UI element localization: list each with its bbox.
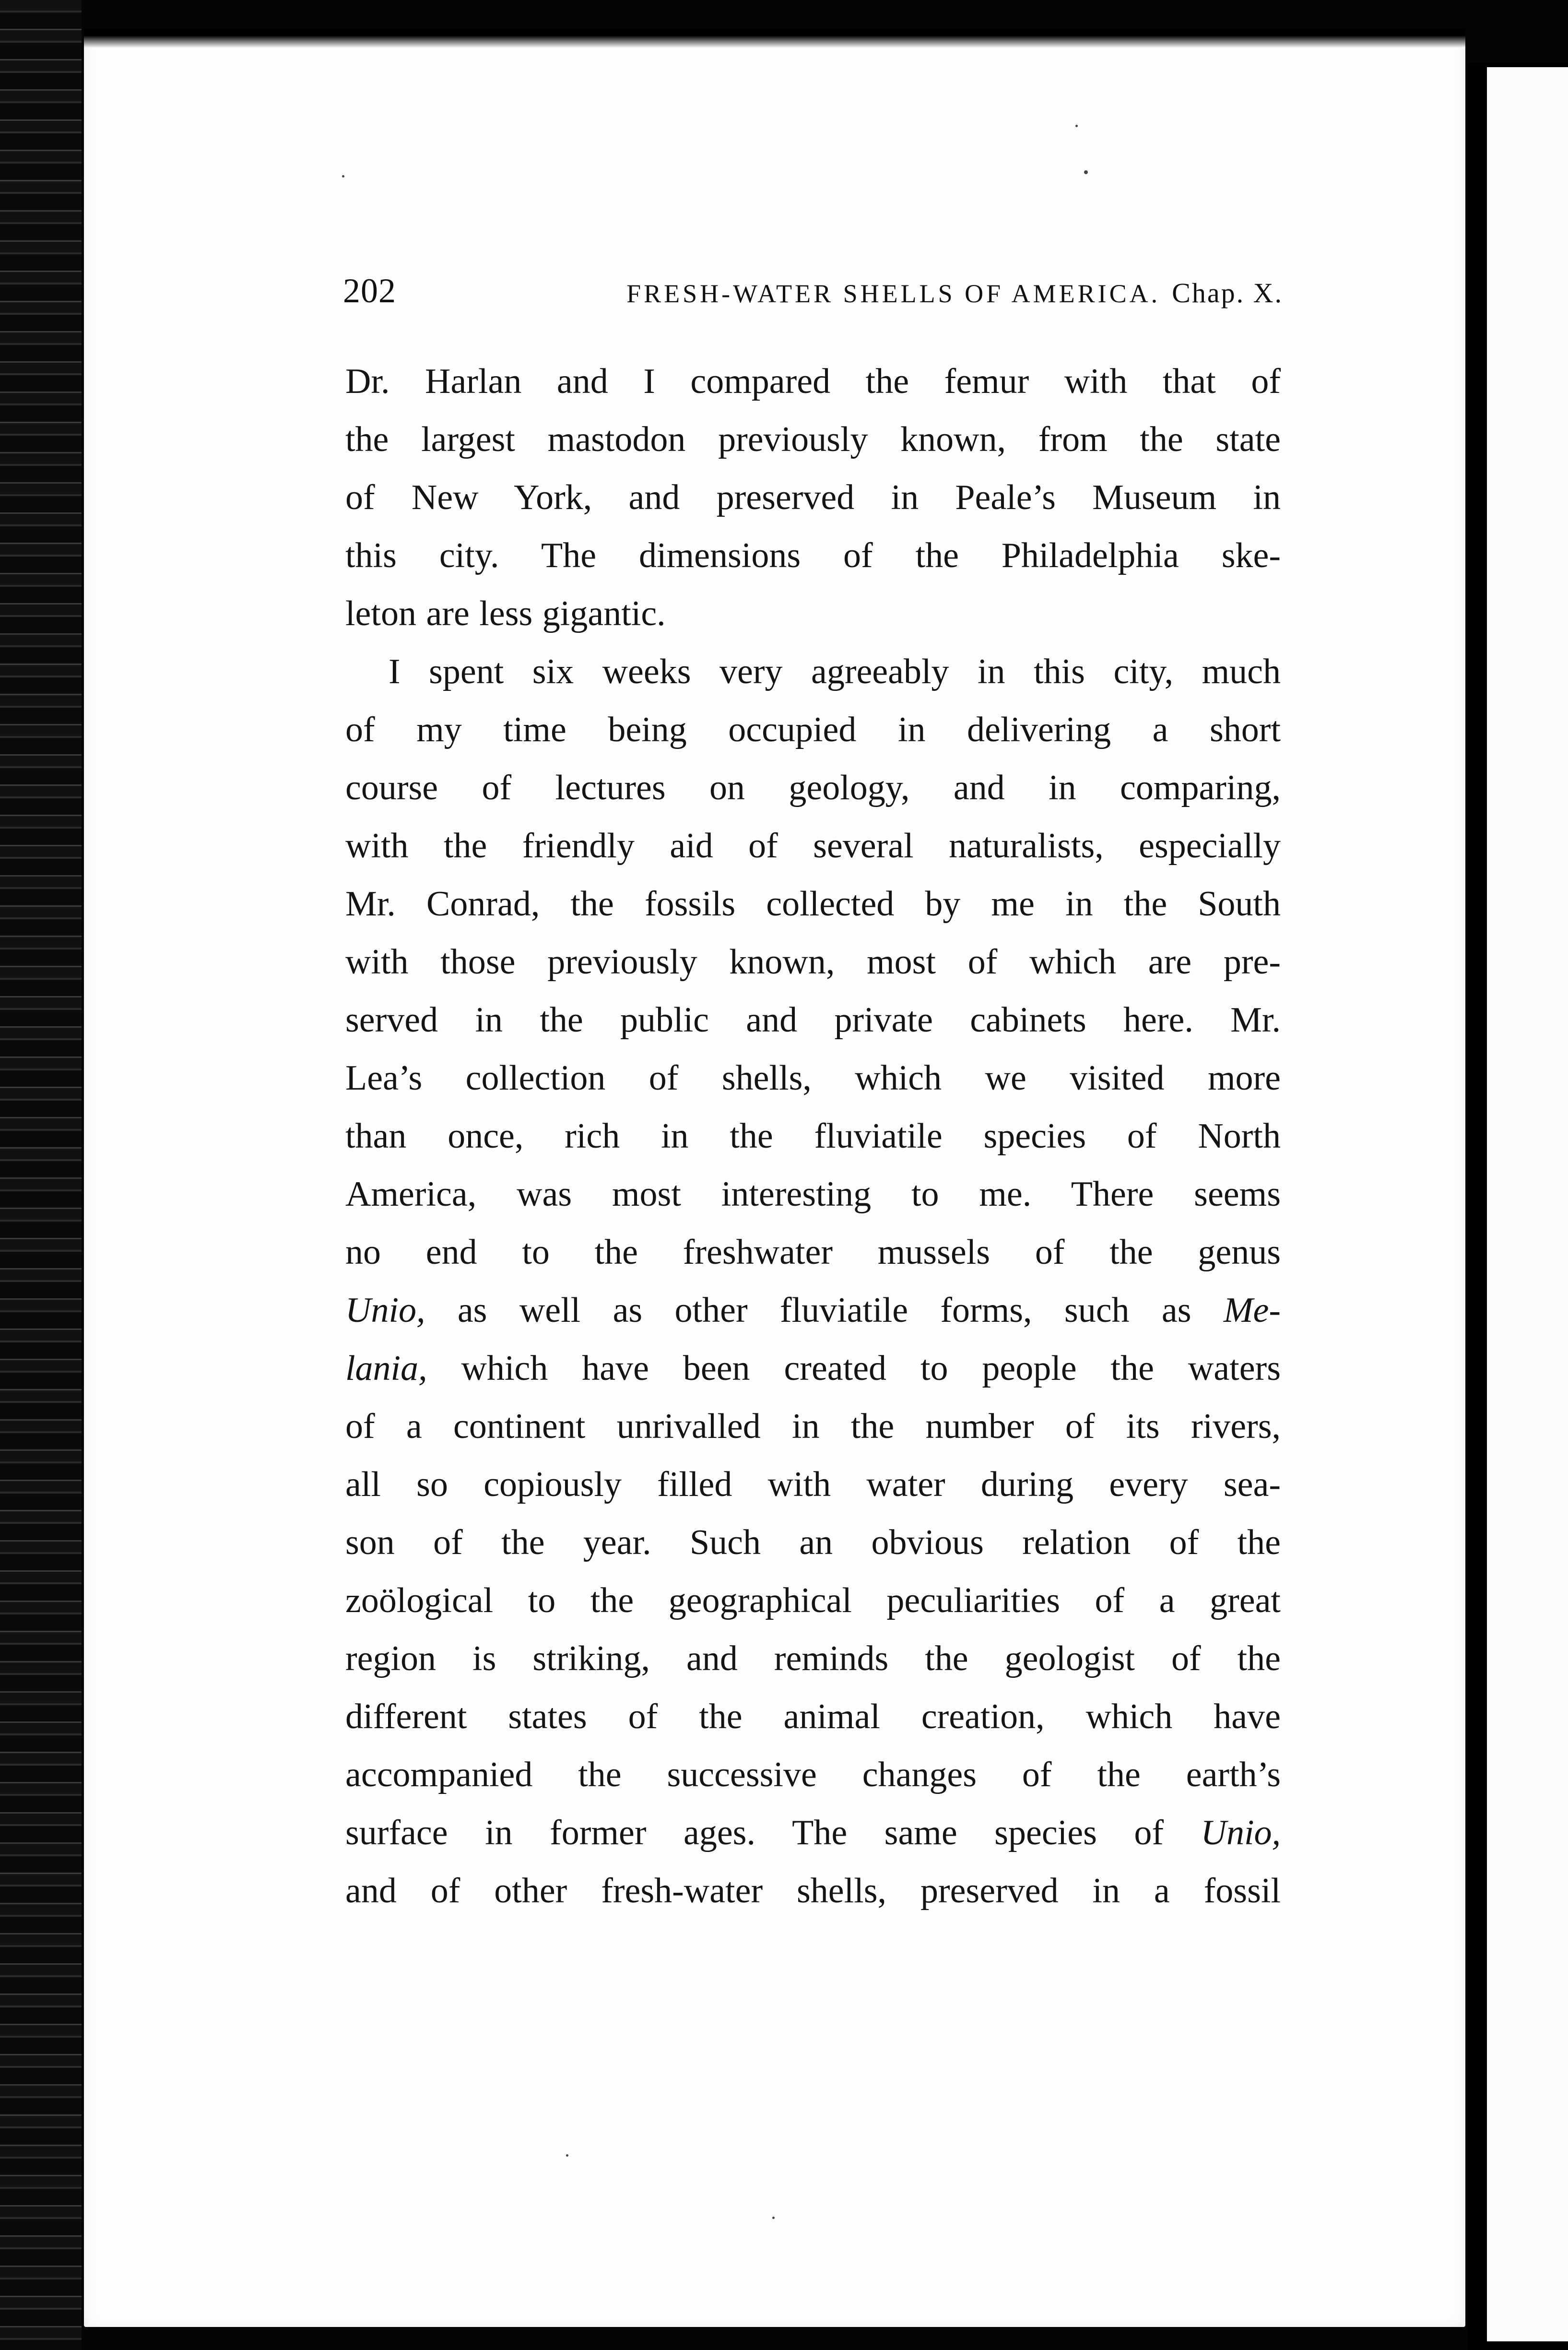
paper-speck <box>772 2217 775 2219</box>
italic-term: Unio, <box>1201 1813 1281 1852</box>
text-line: with those previously known, most of which are pre- <box>345 942 1281 982</box>
text-line: course of lectures on geology, and in comparing, <box>345 768 1281 807</box>
text-line: leton are less gigantic. <box>345 594 666 633</box>
italic-term: lania, <box>345 1349 427 1388</box>
text-line: of a continent unrivalled in the number of its rivers, <box>345 1407 1281 1446</box>
italic-term: Unio, <box>345 1291 425 1330</box>
text-line: region is striking, and reminds the geologist of the <box>345 1639 1281 1678</box>
text-segment: as well as other fluviatile forms, such as <box>425 1291 1224 1330</box>
text-line: and of other fresh-water shells, preserved in a fossil <box>345 1871 1281 1911</box>
body-text <box>345 353 1281 1920</box>
text-line <box>345 1804 1281 1862</box>
text-line: Dr. Harlan and I compared the femur with that of <box>345 362 1281 401</box>
text-segment: which have been created to people the waters <box>427 1349 1281 1388</box>
text-line: of my time being occupied in delivering a short <box>345 710 1281 749</box>
text-line: than once, rich in the fluviatile species of North <box>345 1116 1281 1156</box>
text-segment: surface in former ages. The same species of <box>345 1813 1201 1852</box>
text-line: zoölogical to the geographical peculiarities of a great <box>345 1581 1281 1620</box>
text-line: Lea’s collection of shells, which we visited more <box>345 1058 1281 1098</box>
adjacent-page-strip <box>1487 67 1568 2341</box>
text-line: of New York, and preserved in Peale’s Museum in <box>345 478 1281 517</box>
paper-speck <box>1084 170 1088 174</box>
page-header <box>343 271 1283 314</box>
text-line: this city. The dimensions of the Philadelphia ske- <box>345 536 1281 575</box>
text-line: son of the year. Such an obvious relation of the <box>345 1523 1281 1562</box>
text-line: America, was most interesting to me. There seems <box>345 1175 1281 1214</box>
paper-speck <box>342 175 344 178</box>
text-line: different states of the animal creation, which have <box>345 1697 1281 1736</box>
page-top-edge <box>84 29 1465 48</box>
paragraph <box>345 353 1281 643</box>
italic-term: Me- <box>1223 1291 1281 1330</box>
running-head-title: FRESH-WATER SHELLS OF AMERICA. <box>626 279 1161 308</box>
paragraph <box>345 643 1281 1920</box>
text-line: the largest mastodon previously known, from the state <box>345 420 1281 459</box>
paper-speck <box>566 2154 568 2157</box>
text-line: no end to the freshwater mussels of the genus <box>345 1233 1281 1272</box>
text-line: with the friendly aid of several naturalists, especially <box>345 826 1281 866</box>
running-head <box>626 277 1283 309</box>
text-line: I spent six weeks very agreeably in this city, much <box>389 652 1281 691</box>
text-line <box>345 1282 1281 1340</box>
text-line: Mr. Conrad, the fossils collected by me in the South <box>345 884 1281 924</box>
text-line <box>345 1340 1281 1398</box>
chapter-label: Chap. X. <box>1172 277 1283 309</box>
paper-speck <box>1075 125 1078 127</box>
text-line: served in the public and private cabinets here. Mr. <box>345 1000 1281 1040</box>
book-spine-edge <box>0 0 82 2350</box>
text-line: all so copiously filled with water during every sea- <box>345 1465 1281 1504</box>
text-line: accompanied the successive changes of the earth’s <box>345 1755 1281 1794</box>
page-number: 202 <box>343 272 396 310</box>
